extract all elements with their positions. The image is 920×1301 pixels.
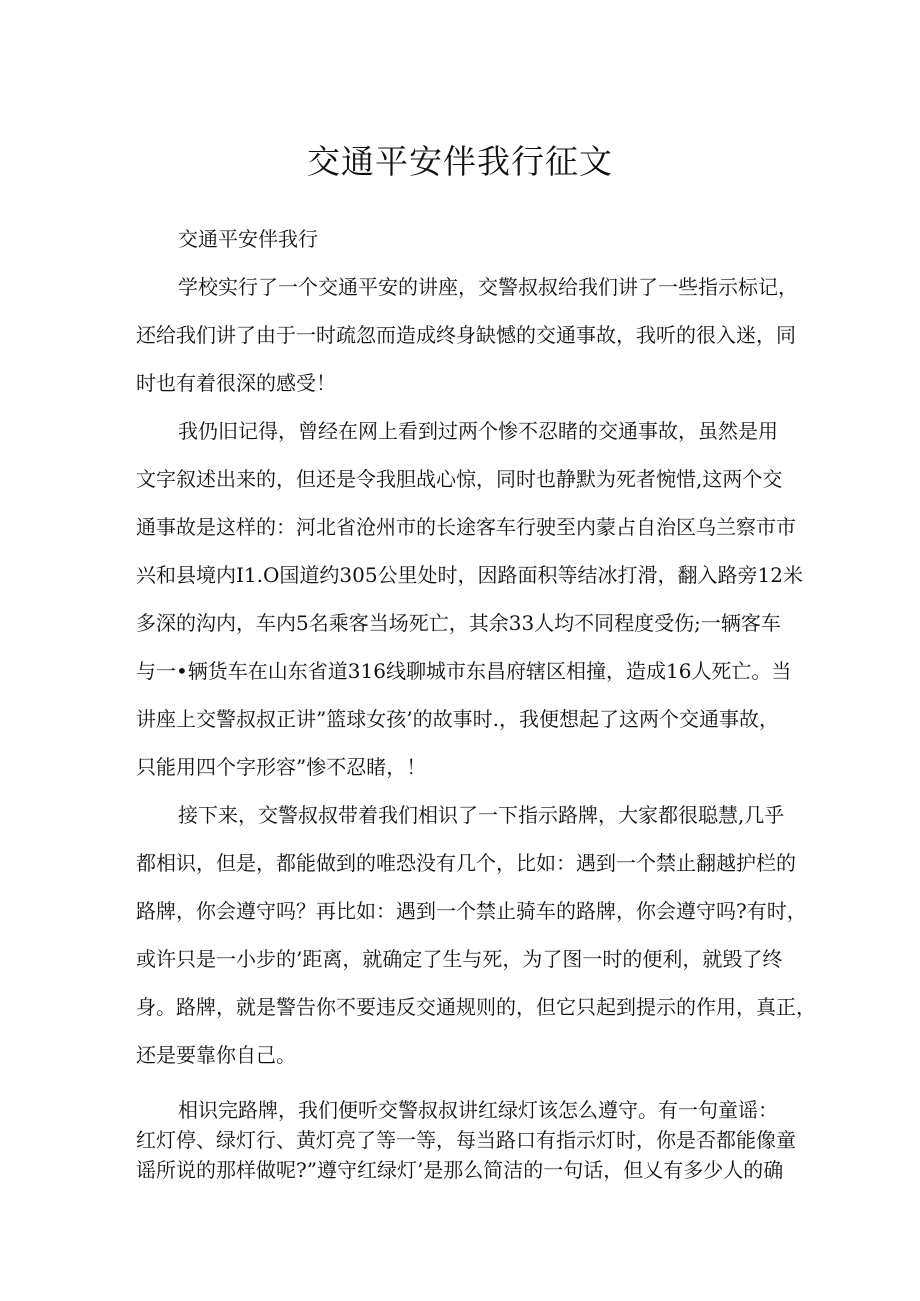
paragraph-2-line-4: 兴和县境内I1.O国道约305公里处时，因路面积等结冰打滑，翻入路旁12米 xyxy=(136,563,804,587)
paragraph-3-line-6: 还是要靠你自己。 xyxy=(136,1043,296,1067)
paragraph-2-line-2: 文字叙述出来的，但还是令我胆战心惊，同时也静默为死者惋惜,这两个交 xyxy=(136,467,783,491)
paragraph-3-line-3: 路牌，你会遵守吗？再比如：遇到一个禁止骑车的路牌，你会遵守吗?有时， xyxy=(136,899,807,923)
document-title: 交通平安伴我行征文 xyxy=(307,142,613,181)
paragraph-2-line-3: 通事故是这样的：河北省沧州市的长途客车行驶至内蒙占自治区乌兰察市市 xyxy=(136,515,796,539)
paragraph-1-line-3: 时也有着很深的感受！ xyxy=(136,371,336,395)
paragraph-2-line-8: 只能用四个字形容”惨不忍睹，！ xyxy=(136,755,427,779)
paragraph-3-line-1: 接下来，交警叔叔带着我们相识了一下指示路牌，大家都很聪慧,几乎 xyxy=(178,803,785,827)
paragraph-3-line-2: 都相识，但是，都能做到的唯恐没有几个，比如：遇到一个禁止翻越护栏的 xyxy=(136,851,796,875)
paragraph-2-line-1: 我仍旧记得，曾经在网上看到过两个惨不忍睹的交通事故，虽然是用 xyxy=(178,419,778,443)
paragraph-3-line-4: 或许只是一小步的’距离，就确定了生与死，为了图一时的便利，就毁了终 xyxy=(136,947,783,971)
paragraph-3-line-5: 身。路牌，就是警告你不要违反交通规则的，但它只起到提示的作用，真正， xyxy=(136,995,816,1019)
paragraph-4-line-3: 谣所说的那样做呢?”遵守红绿灯’是那么简洁的一句话，但乂有多少人的确 xyxy=(136,1158,784,1182)
paragraph-2-line-6: 与一•辆货车在山东省道316线聊城市东昌府辖区相撞，造成16人死亡。当 xyxy=(136,659,792,683)
document-subtitle: 交通平安伴我行 xyxy=(178,227,318,251)
paragraph-2-line-5: 多深的沟内，车内5名乘客当场死亡，其余33人均不同程度受伤;一辆客车 xyxy=(136,611,781,635)
paragraph-1-line-2: 还给我们讲了由于一时疏忽而造成终身缺憾的交通事故，我听的很入迷，同 xyxy=(136,323,796,347)
paragraph-4-line-2: 红灯停、绿灯行、黄灯亮了等一等，每当路口有指示灯时，你是否都能像童 xyxy=(136,1128,796,1152)
paragraph-2-line-7: 讲座上交警叔叔正讲”篮球女孩’的故事时.，我便想起了这两个交通事故， xyxy=(136,707,779,731)
paragraph-1-line-1: 学校实行了一个交通平安的讲座，交警叔叔给我们讲了一些指示标记， xyxy=(178,275,798,299)
paragraph-4-line-1: 相识完路牌，我们便听交警叔叔讲红绿灯该怎么遵守。有一句童谣： xyxy=(178,1098,778,1122)
